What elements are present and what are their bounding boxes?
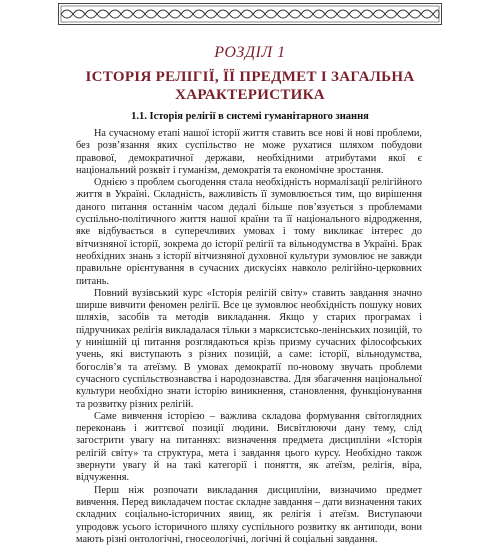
paragraph: Повний вузівський курс «Історія релігій світу» ставить завдання значно ширше вивчити феномен релігії. Все це зумовлює необхідність пошуку нових шляхів, засобів та методів викладання. Якщо у старих програмах і підручниках релігія викладалася тільки з марксистсько-ленінських позицій, то у нинішній ці питання розглядаються крізь призму сучасних філософських учень, які виступають з різних позицій, а саме: історії, вільнодумства, богослів’я та атеїзму. В умовах демократії по-новому звучать проблеми сучасного суспільствознавства і народознавства. Для збагачення національної культури необхідно знати історію виникнення, становлення, функціонування та розвитку різних релігій.	[76, 287, 422, 410]
chapter-label: РОЗДІЛ 1	[214, 44, 286, 61]
paragraph: Перш ніж розпочати викладання дисципліни, визначимо предмет вивчення. Перед викладачем постає складне завдання – дати визначення таких складних соціально-історичних явищ, як релігія і атеїзм. Виступаючи упродовж усього історичного шляху суспільного розвитку як антиподи, вони мають різні онтологічні, гносеологічні, логічні й соціальні завдання.	[76, 484, 422, 545]
paragraph: Саме вивчення історією – важлива складова формування світоглядних переконань і життєвої позиції людини. Висвітлюючи дану тему, слід загострити увагу на питаннях: визначення предмета дисципліни «Історія релігій світу» та структура, мета і завдання цього курсу. Необхідно також звернути увагу й на такі категорії і поняття, як атеїзм, релігія, віра, відчуження.	[76, 410, 422, 484]
paragraph: На сучасному етапі нашої історії життя ставить все нові й нові проблеми, без розв’язання яких суспільство не може рухатися шляхом побудови правової, демократичної держави, необхідними атрибутами якої є національний розквіт і гуманізм, демократія та економічне зростання.	[76, 128, 422, 176]
decorative-border-icon	[58, 3, 442, 25]
paragraph: Однією з проблем сьогодення стала необхідність нормалізації релігійного життя в Україні. Складність, важливість її зумовлюється тим, що вирішення даного питання останнім часом дедалі більше пов’язується з проблемами суспільно-політичного життя нашої країни та її національного відродження, яке відбувається в суперечливих умовах і тому викликає інтерес до вітчизняної історії, зокрема до історії релігії та вільнодумства в Україні. Брак необхідних знань з історії вітчизняної духовної культури зумовлює не завжди правильне орієнтування в сучасних дискусіях навколо релігійно-церковних питань.	[76, 177, 422, 287]
section-title: 1.1. Історія релігії в системі гуманітарного знання	[131, 111, 369, 122]
body-text	[76, 128, 422, 546]
header-ornament	[58, 3, 442, 25]
chapter-title: ІСТОРІЯ РЕЛІГІЇ, ЇЇ ПРЕДМЕТ І ЗАГАЛЬНА ХАРАКТЕРИСТИКА	[85, 69, 415, 103]
